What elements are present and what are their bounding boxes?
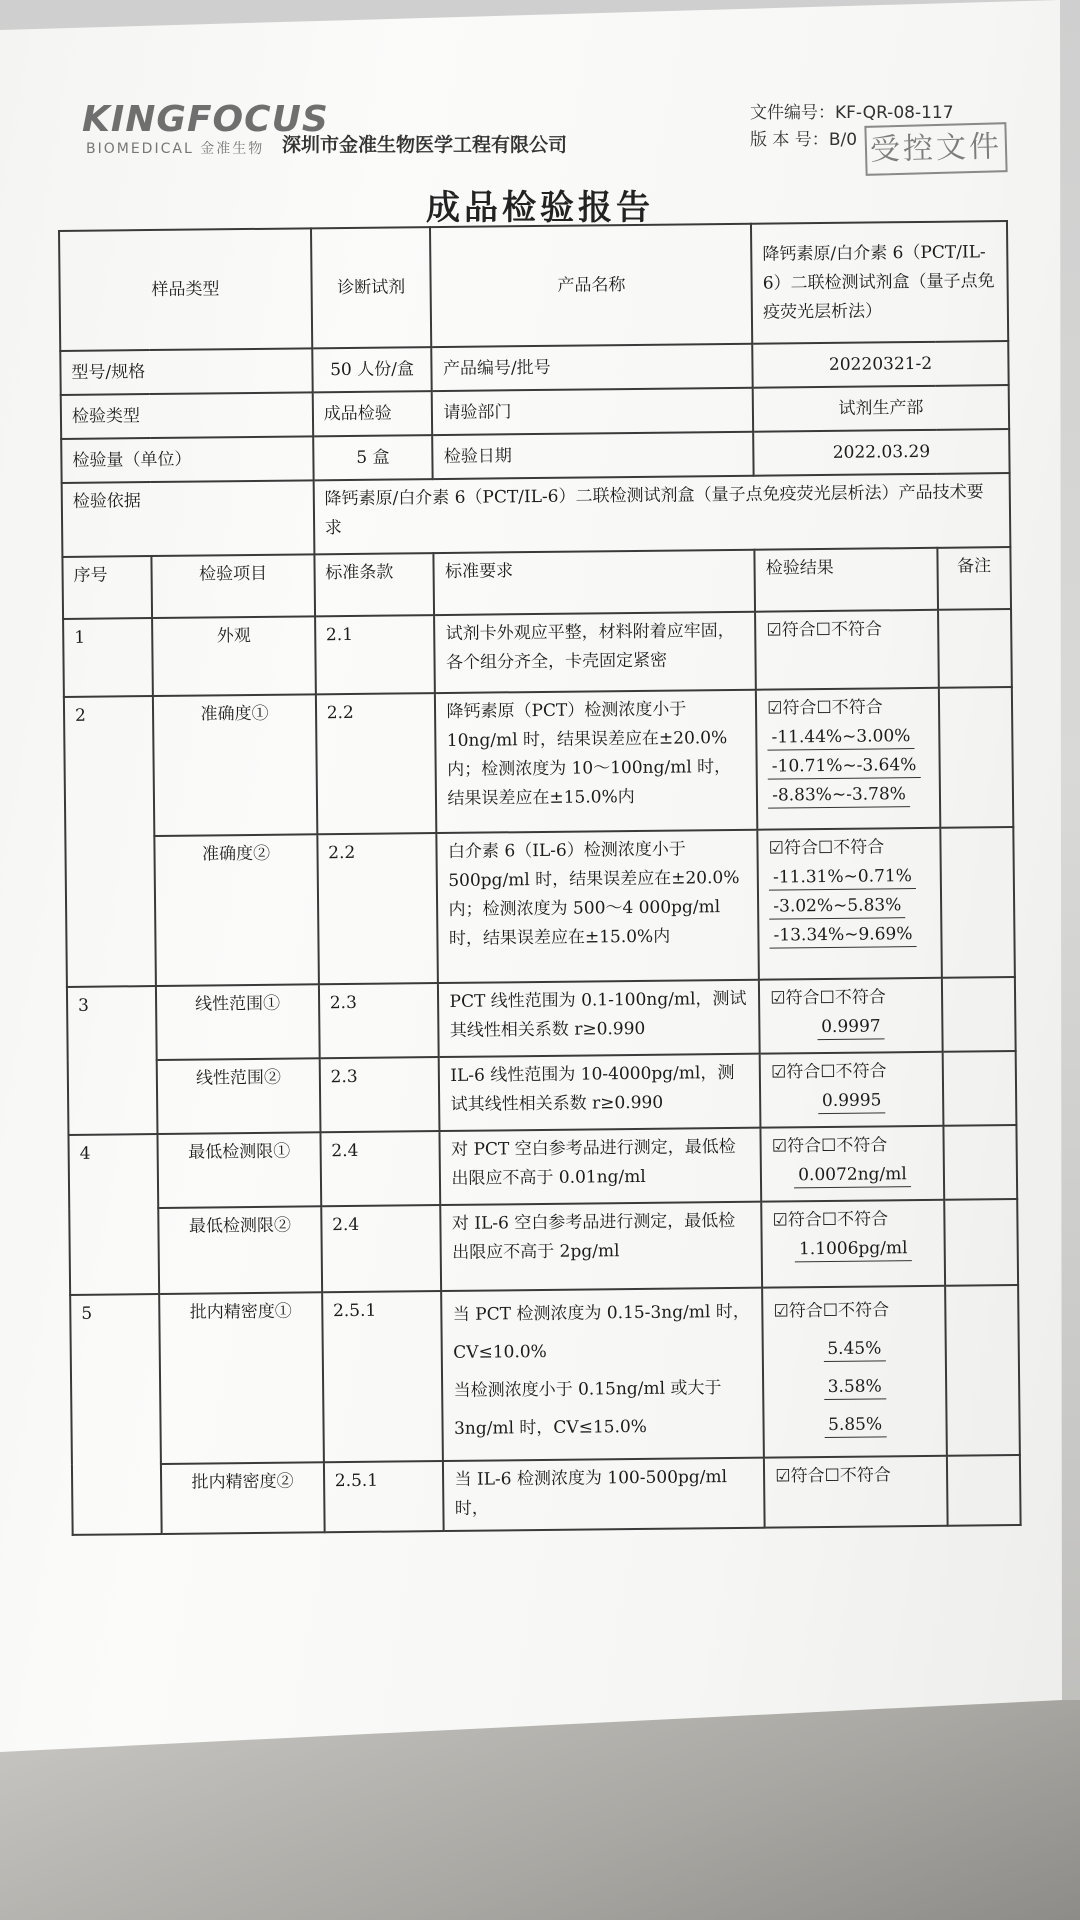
row-item: 最低检测限① [158,1132,321,1208]
row-no: 3 [67,986,158,1135]
result-status: ☑符合☐不符合 [775,1465,891,1487]
row-result [761,1200,945,1288]
row-clause: 2.2 [317,833,438,984]
result-status: ☑符合☐不符合 [767,697,883,719]
result-value: 0.0072ng/ml [794,1162,911,1188]
row-result [761,1126,944,1202]
row-remark [943,1051,1017,1126]
table-row [64,687,1013,837]
logo-subtext: BIOMEDICAL 金准生物 [86,141,265,157]
result-status: ☑符合☐不符合 [768,837,885,859]
basis: 降钙素原/白介素 6（PCT/IL-6）二联检测试剂盒（量子点免疫荧光层析法）产品技术要求 [313,473,1010,554]
table-row [65,827,1015,987]
sample-type-label: 样品类型 [59,228,312,351]
row-item: 线性范围② [157,1058,320,1134]
row-result [759,978,942,1054]
inspection-type: 成品检验 [312,391,432,436]
table-row [67,977,1016,1061]
result-value: -11.31%~0.71% [769,864,916,891]
info-row [59,221,1008,351]
result-status: ☑符合☐不符合 [770,987,886,1009]
col-header-item: 检验项目 [152,554,315,618]
col-header-requirement: 标准要求 [434,550,755,615]
model: 50 人份/盒 [312,347,432,392]
row-remark [947,1455,1021,1526]
sample-type: 诊断试剂 [311,227,432,348]
result-value: -3.02%~5.83% [769,893,905,919]
row-item: 外观 [152,616,315,696]
row-clause: 2.5.1 [322,1291,444,1462]
row-result [758,828,942,980]
table-row [70,1285,1020,1465]
table-row [68,1051,1017,1135]
info-row [62,473,1011,557]
row-clause: 2.4 [320,1131,441,1206]
table-row [69,1199,1018,1295]
company-logo [82,99,329,160]
qty-label: 检验量（单位） [61,436,313,483]
model-label: 型号/规格 [60,348,312,395]
row-no: 1 [63,618,153,697]
date-label: 检验日期 [433,432,754,479]
report-title: 成品检验报告 [426,188,654,228]
result-value: 1.1006pg/ml [795,1236,912,1262]
result-status: ☑符合☐不符合 [770,1061,887,1083]
doc-no-label: 文件编号： [750,103,835,123]
row-item: 准确度② [155,834,319,986]
row-result [755,610,938,690]
table-row [68,1125,1017,1209]
controlled-document-stamp: 受控文件 [864,122,1007,176]
row-no: 2 [64,696,156,987]
row-remark [944,1199,1018,1286]
requirement-line: 当检测浓度小于 0.15ng/ml 或大于3ng/ml 时，CV≤15.0% [453,1378,722,1439]
row-result [762,1286,946,1458]
row-item: 最低检测限② [159,1206,322,1294]
result-value: 0.9995 [818,1088,886,1114]
column-header-row [62,547,1011,619]
result-value: 5.45% [823,1336,885,1362]
result-value: 0.9997 [817,1014,885,1040]
row-remark [945,1285,1020,1456]
row-remark [940,827,1015,978]
result-status: ☑符合☐不符合 [766,619,883,641]
row-no: 5 [70,1294,162,1535]
batch-label: 产品编号/批号 [432,344,753,391]
row-result [764,1456,947,1528]
document-header [82,100,1032,170]
row-requirement: 对 PCT 空白参考品进行测定，最低检出限应不高于 0.01ng/ml [440,1128,761,1205]
row-remark [943,1125,1017,1200]
row-remark [939,687,1014,828]
dept-label: 请验部门 [432,388,753,435]
row-remark [938,609,1012,688]
result-value: -8.83%~-3.78% [768,782,910,808]
row-result [760,1052,943,1128]
row-requirement: PCT 线性范围为 0.1-100ng/ml，测试其线性相关系数 r≥0.990 [438,980,759,1057]
row-requirement: 对 IL-6 空白参考品进行测定，最低检出限应不高于 2pg/ml [441,1202,763,1291]
row-item: 准确度① [153,694,317,836]
product-name: 降钙素原/白介素 6（PCT/IL-6）二联检测试剂盒（量子点免疫荧光层析法） [751,221,1008,344]
col-header-clause: 标准条款 [314,553,434,616]
product-name-label: 产品名称 [430,224,752,347]
result-value: -11.44%~3.00% [767,724,914,751]
requirement-line: 当 PCT 检测浓度为 0.15-3ng/ml 时，CV≤10.0% [452,1301,750,1363]
row-item: 批内精密度② [161,1462,324,1534]
row-requirement: 降钙素原（PCT）检测浓度小于10ng/ml 时，结果误差应在±20.0%内；检测浓度为 10～100ng/ml 时，结果误差应在±15.0%内 [435,690,757,833]
version-label: 版 本 号： [750,130,829,150]
row-remark [942,977,1016,1052]
row-item: 批内精密度① [159,1292,323,1464]
row-requirement [442,1288,764,1461]
result-status: ☑符合☐不符合 [771,1135,888,1157]
inspection-table [58,220,1022,1536]
result-value: 3.58% [824,1374,886,1400]
logo-text: KINGFOCUS [82,99,329,140]
inspection-type-label: 检验类型 [61,392,313,439]
result-status: ☑符合☐不符合 [773,1300,890,1322]
row-requirement: 当 IL-6 检测浓度为 100-500pg/ml 时， [443,1458,764,1531]
date: 2022.03.29 [753,429,1009,476]
row-clause: 2.2 [316,693,437,834]
col-header-remark: 备注 [937,547,1011,610]
row-requirement: 白介素 6（IL-6）检测浓度小于500pg/ml 时，结果误差应在±20.0%内；检测浓度为 500～4 000pg/ml 时，结果误差应在±15.0%内 [437,830,759,983]
row-clause: 2.4 [321,1205,442,1292]
basis-label: 检验依据 [62,480,314,557]
row-clause: 2.3 [319,1057,440,1132]
company-name: 深圳市金准生物医学工程有限公司 [282,134,568,156]
result-value: -13.34%~9.69% [770,922,917,949]
result-status: ☑符合☐不符合 [772,1209,889,1231]
result-value: 5.85% [824,1412,886,1438]
version: B/0 [828,130,858,150]
doc-no: KF-QR-08-117 [835,103,954,123]
row-clause: 2.3 [319,983,440,1058]
row-clause: 2.5.1 [324,1461,444,1532]
col-header-no: 序号 [62,556,152,619]
batch: 20220321-2 [752,341,1008,388]
row-requirement: IL-6 线性范围为 10-4000pg/ml，测试其线性相关系数 r≥0.990 [439,1054,760,1131]
table-row [72,1455,1021,1535]
row-clause: 2.1 [315,615,436,694]
qty: 5 盒 [313,435,433,480]
row-result [756,688,940,830]
table-row [63,609,1012,697]
col-header-result: 检验结果 [755,548,938,612]
row-requirement: 试剂卡外观应平整，材料附着应牢固，各个组分齐全，卡壳固定紧密 [435,612,757,693]
row-item: 线性范围① [156,984,319,1060]
dept: 试剂生产部 [753,385,1009,432]
row-no: 4 [68,1134,159,1295]
result-value: -10.71%~-3.64% [768,753,921,780]
